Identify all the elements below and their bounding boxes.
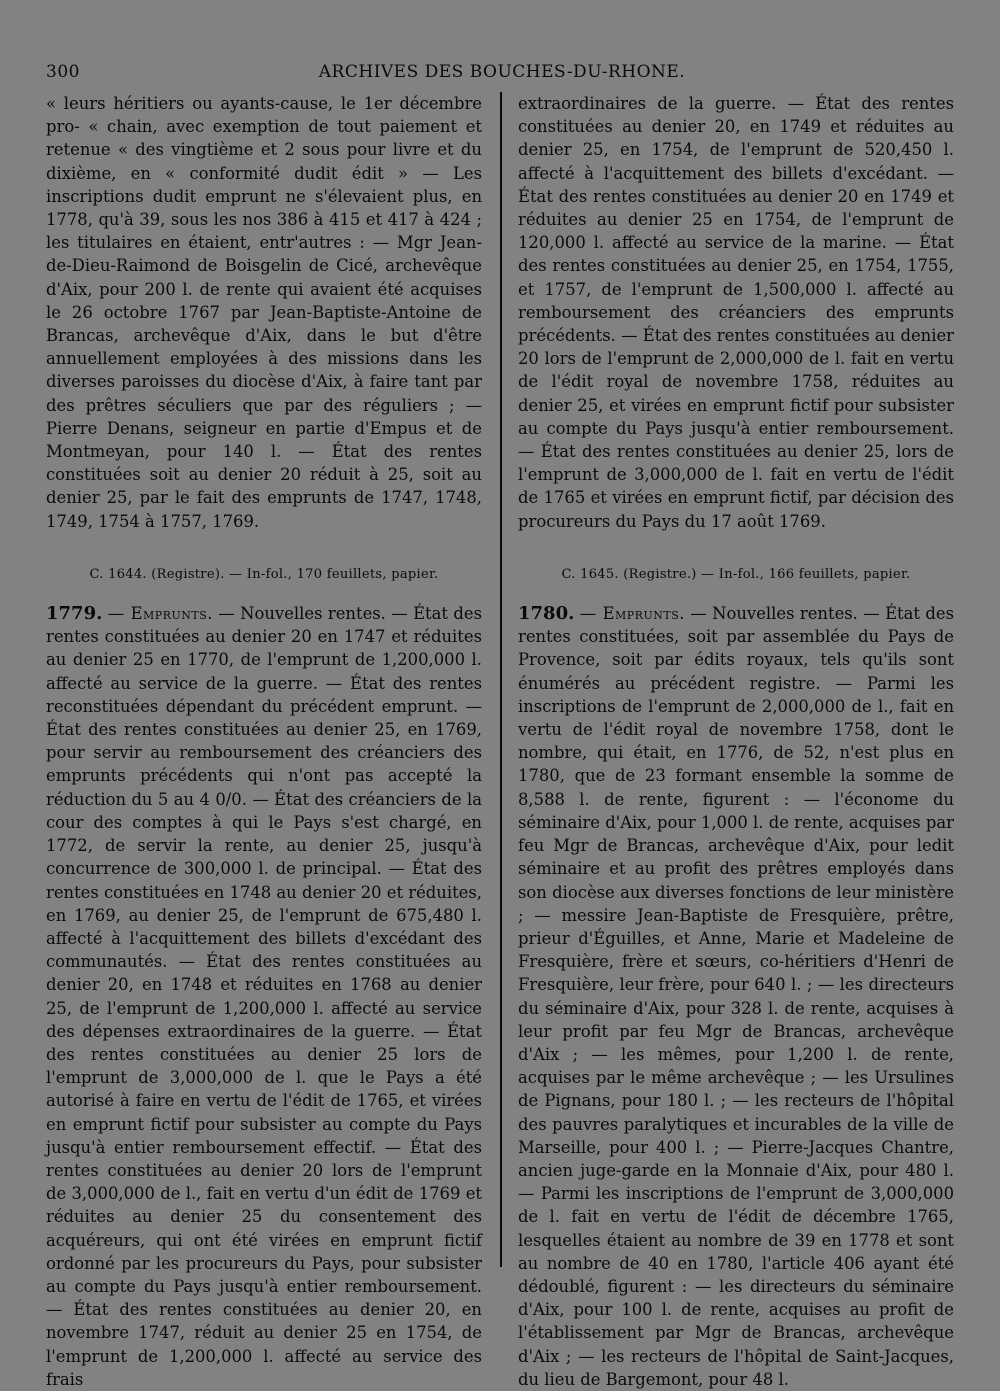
entry-text: — Nouvelles rentes. — État des rentes constituées, soit par assemblée du Pays de Provence, soit par édits royaux, tels qu'ils sont énumérés au précédent registre. — Parmi les inscriptions de l'emprunt de 2,000,000 de l., fait en vertu de l'édit royal de novembre 1758, dont le nombre, qui était, en 1776, de 52, n'est plus en 1780, que de 23 formant ensemble la somme de 8,588 l. de rente, figurent : — l'économe du séminaire d'Aix, pour 1,000 l. de rente, acquises par feu Mgr de Brancas, archevêque d'Aix, pour ledit séminaire et au profit des prêtres employés dans son diocèse aux diverses fonctions de leur ministère ; — messire Jean-Baptiste de Fresquière, prêtre, prieur d'Éguilles, et Anne, Marie et Madeleine de Fresquière, frère et sœurs, co-héritiers d'Henri de Fresquière, leur frère, pour 640 l. ; — les directeurs du séminaire d'Aix, pour 328 l. de rente, acquises à leur profit par feu Mgr de Brancas, archevêque d'Aix ; — les mêmes, pour 1,200 l. de rente, acquises par le même archevêque ; — les Ursulines de Pignans, pour 180 l. ; — les recteurs de l'hôpital des pauvres paralytiques et incurables de la ville de Marseille, pour 400 l. ; — Pierre-Jacques Chantre, ancien juge-garde en la Monnaie d'Aix, pour 480 l. — Parmi les inscriptions de l'emprunt de 3,000,000 de l. fait en vertu de l'édit de décembre 1765, lesquelles étaient au nombre de 39 en 1778 et sont au nombre de 40 en 1780, l'article 406 ayant été dédoublé, figurent : — les directeurs du séminaire d'Aix, pour 100 l. de rente, acquises au profit de l'établissement par Mgr de Brancas, archevêque d'Aix ; — les recteurs de l'hôpital de Saint-Jacques, du lieu de Bargemont, pour 48 l. <box>518 604 954 1389</box>
entry-1780 <box>518 602 954 1391</box>
entry-year: 1779. <box>46 603 103 625</box>
page-header <box>46 62 958 88</box>
entry-1779 <box>46 602 482 1391</box>
right-continuation-text: extraordinaires de la guerre. — État des rentes constituées au denier 20, en 1749 et réduites au denier 25, en 1754, de l'emprunt de 520,450 l. affecté à l'acquittement des billets d'excédant. — État des rentes constituées au denier 20 en 1749 et réduites au denier 25 en 1754, de l'emprunt de 120,000 l. affecté au service de la marine. — État des rentes constituées au denier 25, en 1754, 1755, et 1757, de l'emprunt de 1,500,000 l. affecté au remboursement des créanciers des emprunts précédents. — État des rentes constituées au denier 20 lors de l'emprunt de 2,000,000 de l. fait en vertu de l'édit royal de novembre 1758, réduites au denier 25, et virées en emprunt fictif pour subsister au compte du Pays jusqu'à entier remboursement. — État des rentes constituées au denier 25, lors de l'emprunt de 3,000,000 de l. fait en vertu de l'édit de 1765 et virées en emprunt fictif, par décision des procureurs du Pays du 17 août 1769. <box>518 94 954 531</box>
entry-subject: — Emprunts. <box>579 604 685 624</box>
right-cote: C. 1645. (Registre.) — In-fol., 166 feuillets, papier. <box>561 566 911 582</box>
entry-subject: — Emprunts. <box>107 604 213 624</box>
left-cote: C. 1644. (Registre). — In-fol., 170 feuillets, papier. <box>89 566 439 582</box>
entry-text: — Nouvelles rentes. — État des rentes constituées au denier 20 en 1747 et réduites au denier 25 en 1770, de l'emprunt de 1,200,000 l. affecté au service de la guerre. — État des rentes reconstituées dépendant du précédent emprunt. — État des rentes constituées au denier 25, en 1769, pour servir au remboursement des créanciers des emprunts précédents qui n'ont pas accepté la réduction du 5 au 4 0/0. — État des créanciers de la cour des comptes à qui le Pays s'est chargé, en 1772, de servir la rente, au denier 25, jusqu'à concurrence de 300,000 l. de principal. — État des rentes constituées en 1748 au denier 20 et réduites, en 1769, au denier 25, de l'emprunt de 675,480 l. affecté à l'acquittement des billets d'excédant des communautés. — État des rentes constituées au denier 20, en 1748 et réduites en 1768 au denier 25, de l'emprunt de 1,200,000 l. affecté au service des dépenses extraordinaires de la guerre. — État des rentes constituées au denier 25 lors de l'emprunt de 3,000,000 de l. que le Pays a été autorisé à faire en vertu de l'édit de 1765, et virées en emprunt fictif pour subsister au compte du Pays jusqu'à entier remboursement effectif. — État des rentes constituées au denier 20 lors de l'emprunt de 3,000,000 de l., fait en vertu d'un édit de 1769 et réduites au denier 25 du consentement des acquéreurs, qui ont été virées en emprunt fictif ordonné par les procureurs du Pays, pour subsister au compte du Pays jusqu'à entier remboursement. — État des rentes constituées au denier 20, en novembre 1747, réduit au denier 25 en 1754, de l'emprunt de 1,200,000 l. affecté au service des frais <box>46 604 482 1389</box>
running-head: ARCHIVES DES BOUCHES-DU-RHONE. <box>318 62 686 82</box>
left-continuation-text: « leurs héritiers ou ayants-cause, le 1er décembre pro- « chain, avec exemption de tout paiement et retenue « des vingtième et 2 sous pour livre et du dixième, en « conformité dudit édit » — Les inscriptions dudit emprunt ne s'élevaient plus, en 1778, qu'à 39, sous les nos 386 à 415 et 417 à 424 ; les titulaires en étaient, entr'autres : — Mgr Jean-de-Dieu-Raimond de Boisgelin de Cicé, archevêque d'Aix, pour 200 l. de rente qui avaient été acquises le 26 octobre 1767 par Jean-Baptiste-Antoine de Brancas, archevêque d'Aix, dans le but d'être annuellement employées à des missions dans les diverses paroisses du diocèse d'Aix, à faire tant par des prêtres séculiers que par des réguliers ; — Pierre Denans, seigneur en partie d'Empus et de Montmeyan, pour 140 l. — État des rentes constituées soit au denier 20 réduit à 25, soit au denier 25, par le fait des emprunts de 1747, 1748, 1749, 1754 à 1757, 1769. <box>46 94 482 531</box>
entry-year: 1780. <box>518 603 575 625</box>
right-column <box>518 92 954 1391</box>
column-divider <box>500 92 502 1267</box>
page-number: 300 <box>46 62 80 82</box>
left-column <box>46 92 482 1391</box>
